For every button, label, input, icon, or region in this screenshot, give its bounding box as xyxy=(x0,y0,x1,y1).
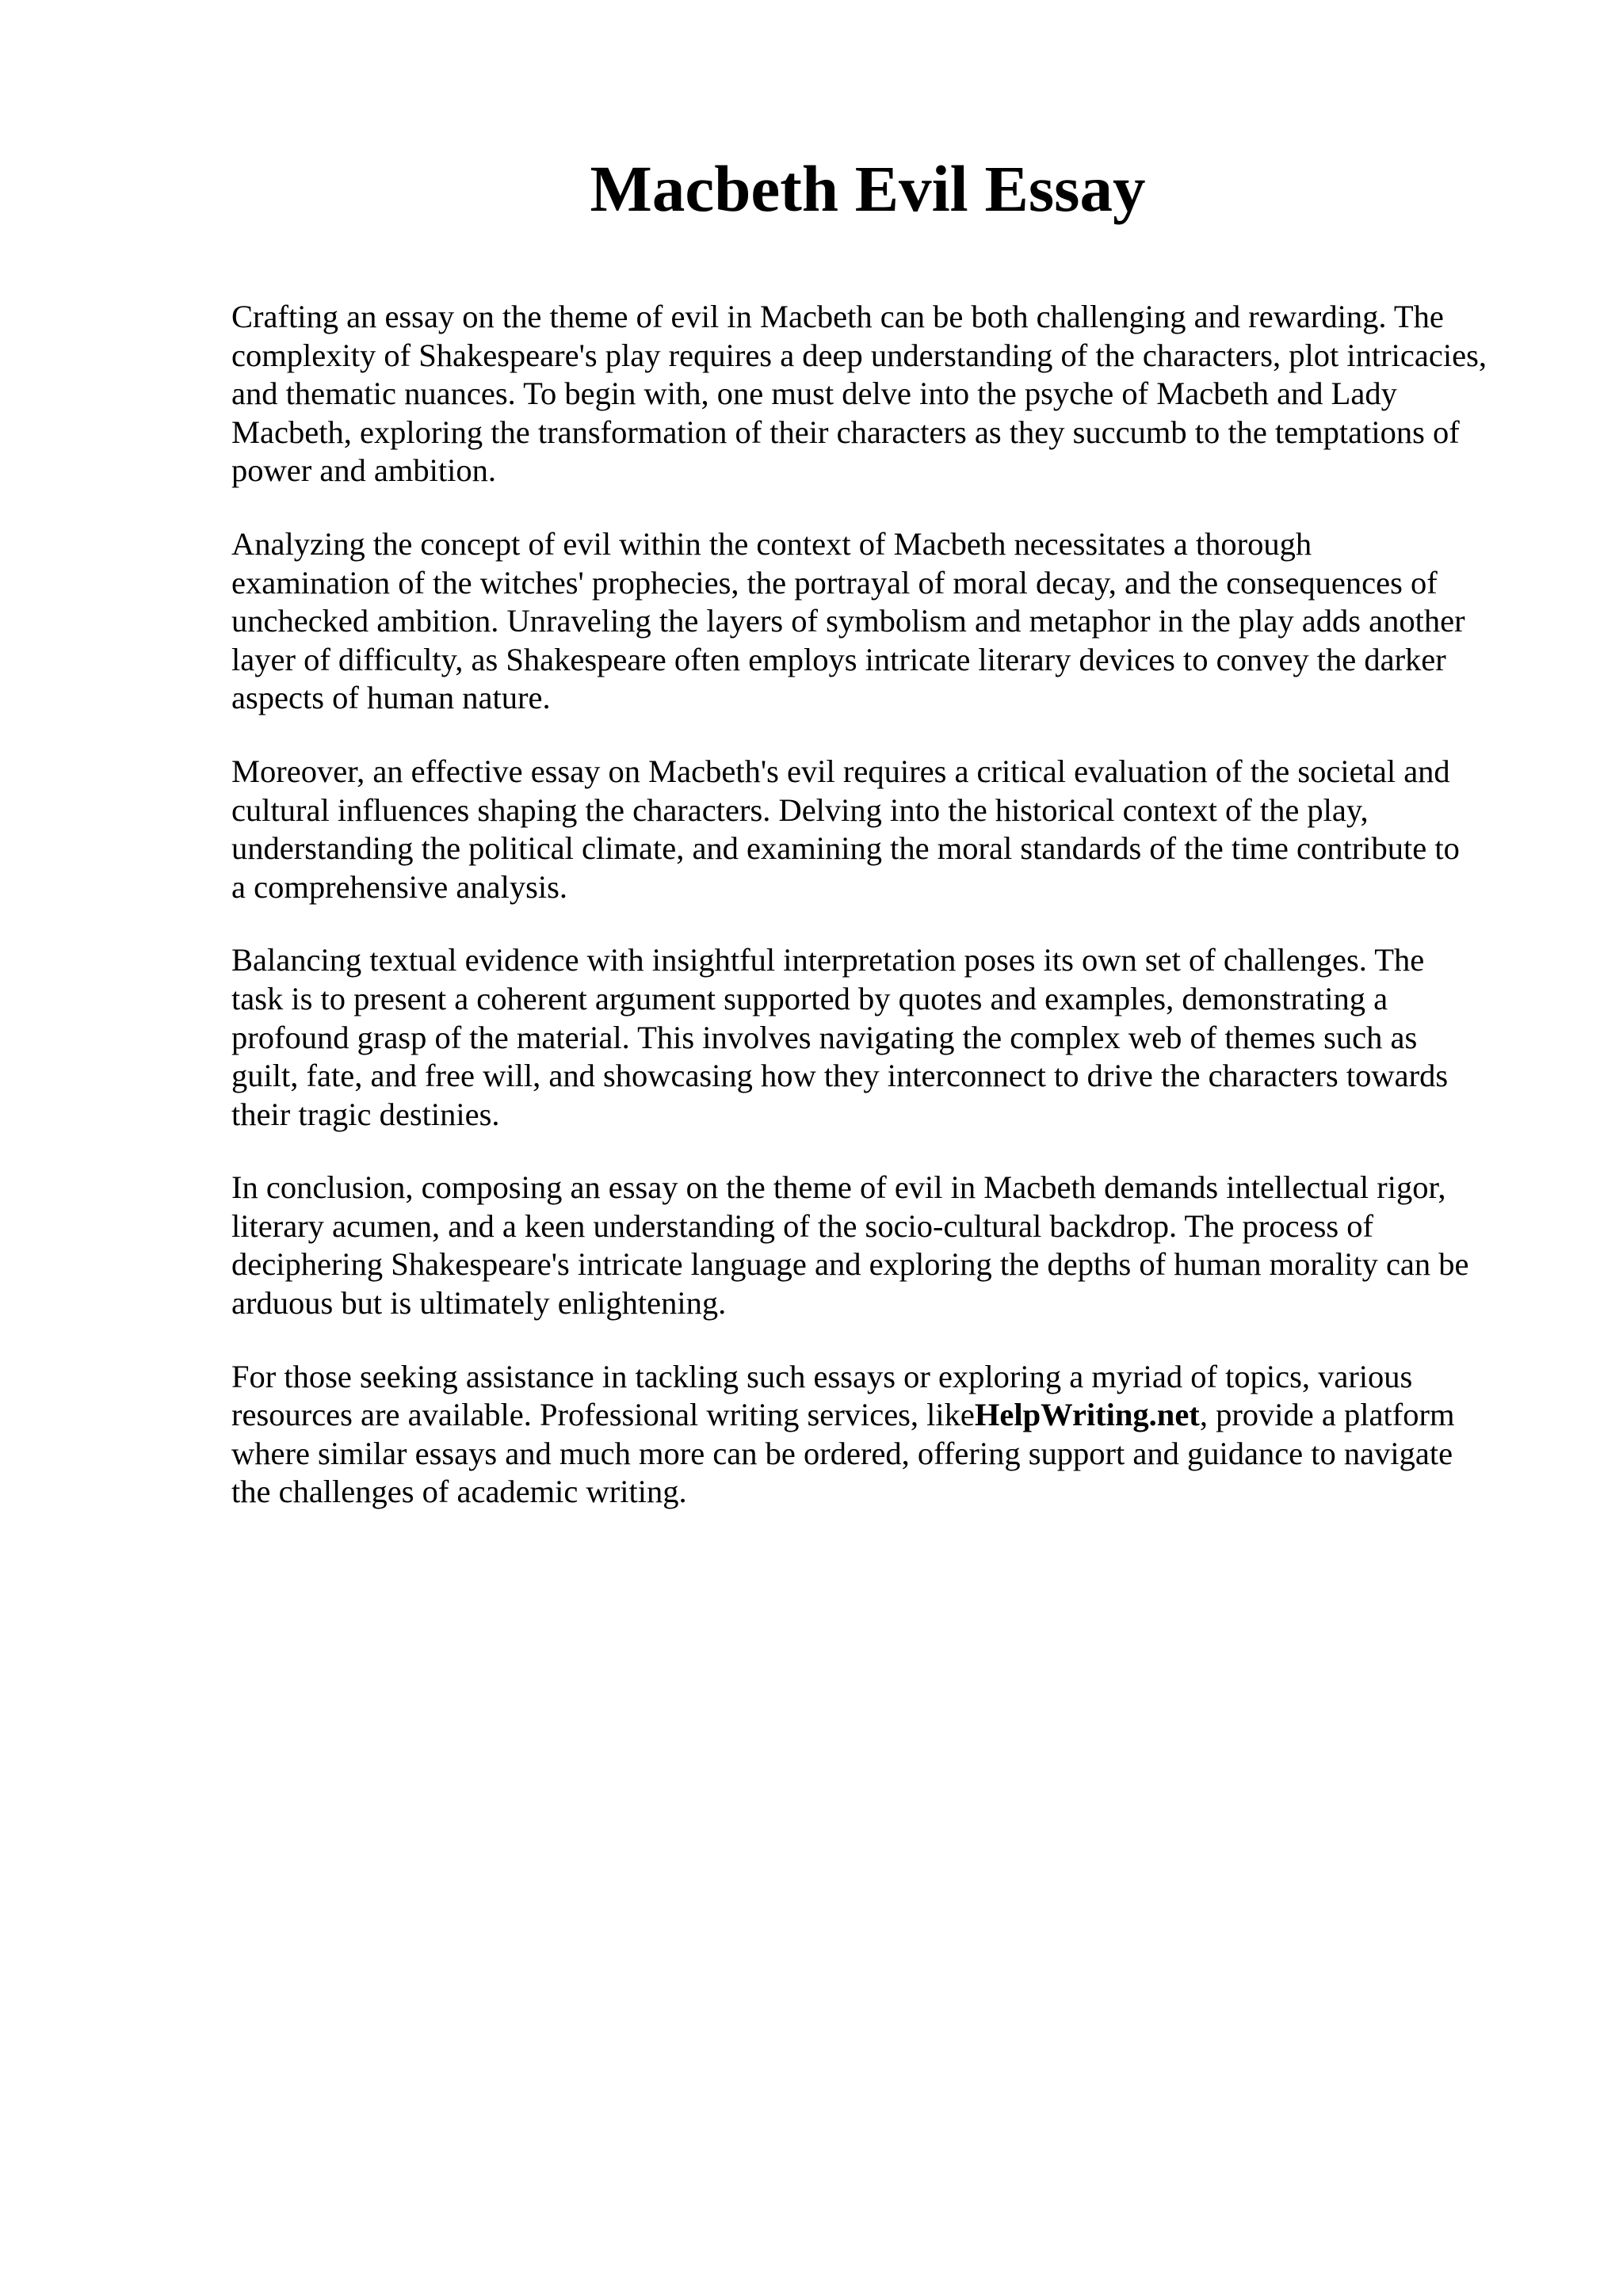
text-line: layer of difficulty, as Shakespeare often employs intricate literary devices to convey the darker xyxy=(231,641,1446,677)
text-line: profound grasp of the material. This involves navigating the complex web of themes such as xyxy=(231,1019,1418,1055)
text-line: where similar essays and much more can be ordered, offering support and guidance to navigate xyxy=(231,1435,1453,1471)
paragraph-6 xyxy=(231,1358,1515,1512)
paragraph-2 xyxy=(231,525,1515,718)
text-line: Macbeth, exploring the transformation of their characters as they succumb to the temptations of xyxy=(231,414,1460,450)
paragraph-3 xyxy=(231,753,1515,906)
text-line: guilt, fate, and free will, and showcasing how they interconnect to drive the characters towards xyxy=(231,1058,1449,1094)
paragraph-1 xyxy=(231,298,1515,490)
text-line: Balancing textual evidence with insightful interpretation poses its own set of challenges. The xyxy=(231,942,1425,978)
text-segment: resources are available. Professional writing services, like xyxy=(231,1397,975,1433)
text-line: unchecked ambition. Unraveling the layers of symbolism and metaphor in the play adds another xyxy=(231,603,1465,639)
text-line: Crafting an essay on the theme of evil in Macbeth can be both challenging and rewarding. The xyxy=(231,299,1444,334)
document-body xyxy=(231,298,1515,1547)
text-line: a comprehensive analysis. xyxy=(231,868,567,905)
text-line: For those seeking assistance in tackling such essays or exploring a myriad of topics, various xyxy=(231,1358,1413,1394)
text-segment: , provide a platform xyxy=(1199,1397,1455,1433)
text-line: arduous but is ultimately enlightening. xyxy=(231,1285,727,1322)
text-line: the challenges of academic writing. xyxy=(231,1474,687,1510)
text-line xyxy=(231,1396,1515,1435)
text-line: complexity of Shakespeare's play requires a deep understanding of the characters, plot intricacies, xyxy=(231,337,1487,373)
text-line: deciphering Shakespeare's intricate language and exploring the depths of human morality can be xyxy=(231,1246,1469,1283)
paragraph-4 xyxy=(231,941,1515,1134)
helpwriting-link[interactable]: HelpWriting.net xyxy=(974,1397,1200,1433)
text-line: their tragic destinies. xyxy=(231,1096,500,1132)
text-line: examination of the witches' prophecies, the portrayal of moral decay, and the consequences of xyxy=(231,564,1438,601)
text-line: cultural influences shaping the characters. Delving into the historical context of the play, xyxy=(231,791,1369,828)
document-title: Macbeth Evil Essay xyxy=(590,152,1146,225)
text-line: Moreover, an effective essay on Macbeth's evil requires a critical evaluation of the societal and xyxy=(231,753,1450,789)
text-line: power and ambition. xyxy=(231,452,497,489)
text-line: Analyzing the concept of evil within the context of Macbeth necessitates a thorough xyxy=(231,525,1312,562)
text-line: In conclusion, composing an essay on the theme of evil in Macbeth demands intellectual rigor, xyxy=(231,1169,1446,1206)
text-line: task is to present a coherent argument supported by quotes and examples, demonstrating a xyxy=(231,980,1388,1016)
text-line: literary acumen, and a keen understanding of the socio-cultural backdrop. The process of xyxy=(231,1207,1373,1244)
paragraph-5 xyxy=(231,1169,1515,1322)
text-line: aspects of human nature. xyxy=(231,680,551,716)
text-line: and thematic nuances. To begin with, one must delve into the psyche of Macbeth and Lady xyxy=(231,376,1397,412)
text-line: understanding the political climate, and examining the moral standards of the time contribute to xyxy=(231,830,1460,867)
